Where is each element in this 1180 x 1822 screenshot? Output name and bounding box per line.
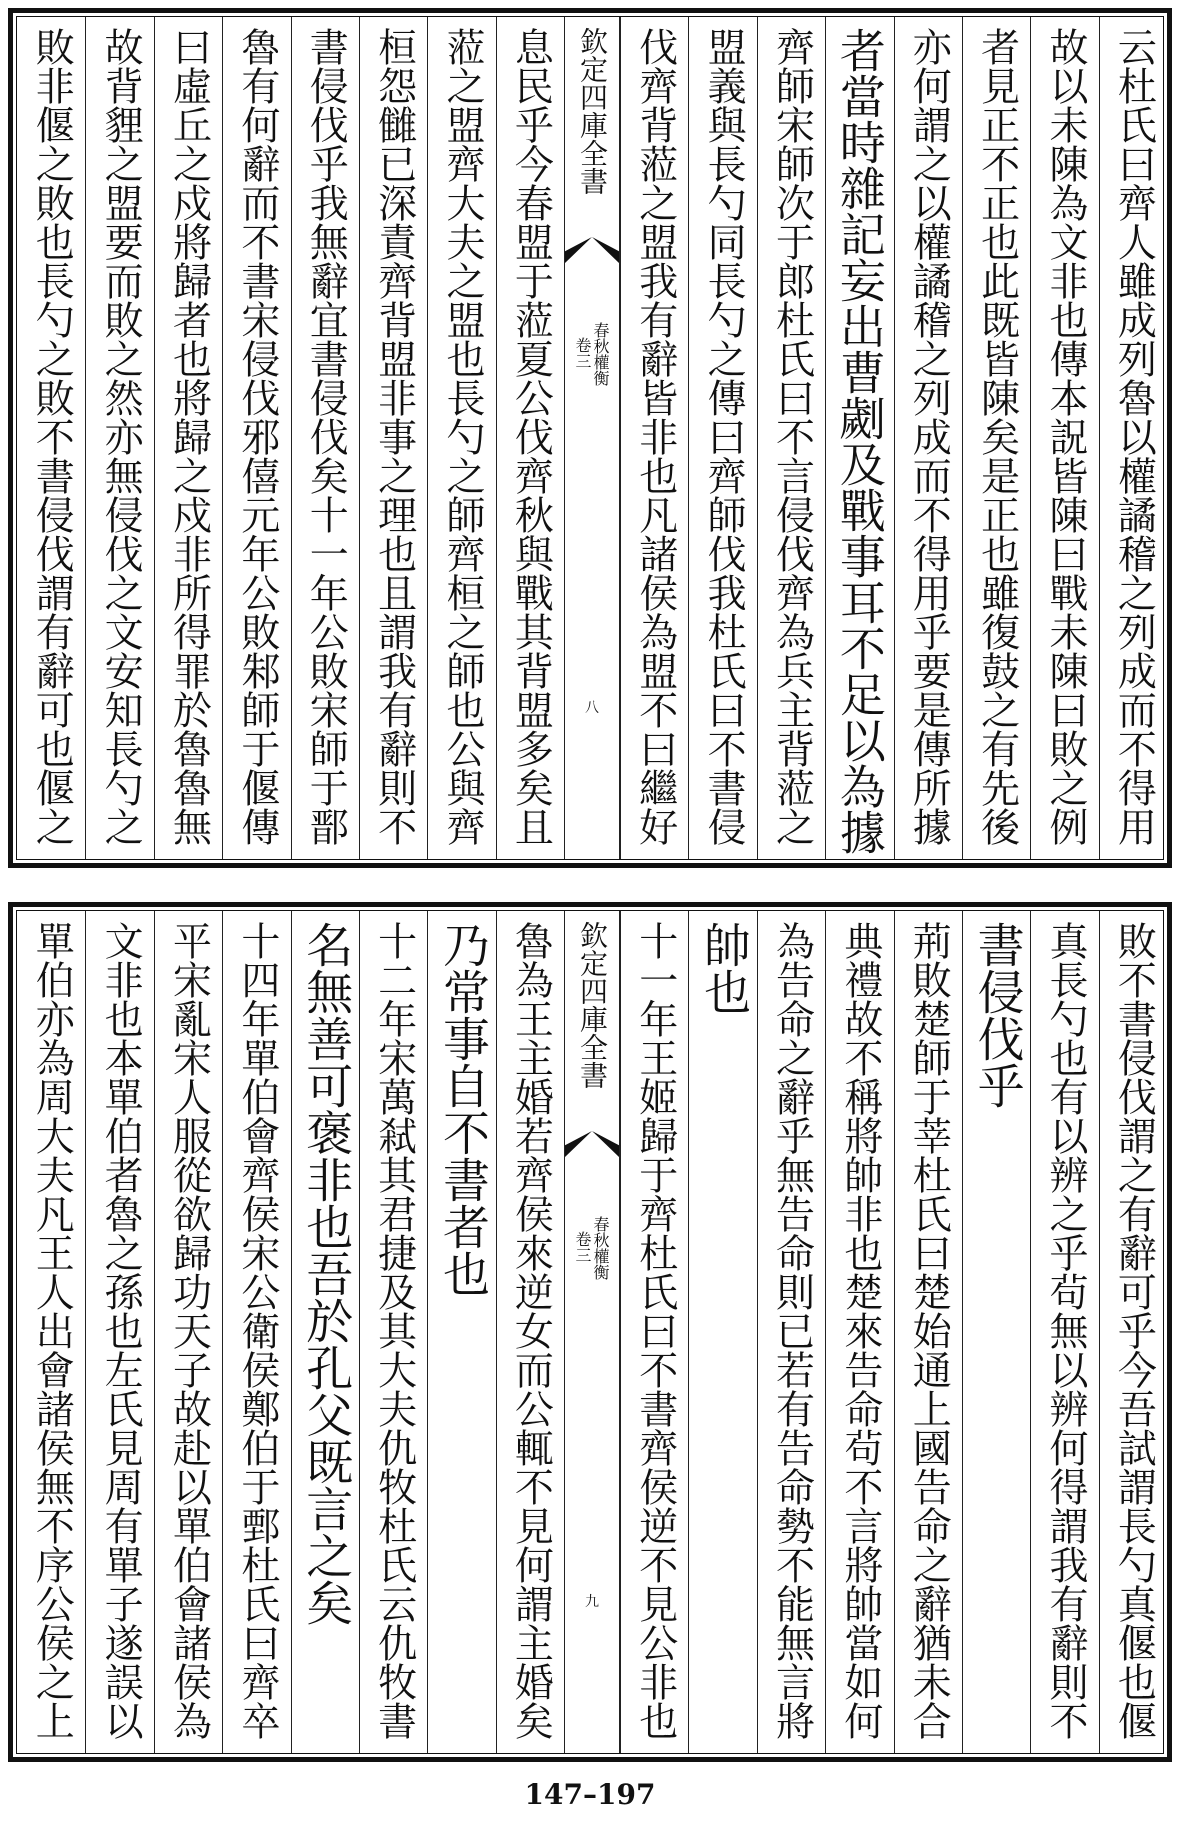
collection-title: 欽定四庫全書 [576, 921, 609, 1089]
column-text: 單伯亦為周大夫凡王人出會諸侯無不序公侯之上 [29, 921, 75, 1740]
text-column [291, 17, 359, 859]
text-column [154, 17, 222, 859]
text-column [85, 911, 153, 1753]
text-column [154, 911, 222, 1753]
column-text: 十二年宋萬弒其君捷及其大夫仇牧杜氏云仇牧書 [371, 921, 417, 1740]
text-column [894, 911, 962, 1753]
text-column [359, 911, 427, 1753]
column-text: 蒞之盟齊大夫之盟也長勺之師齊桓之師也公與齊 [439, 27, 485, 846]
book-name: 春秋權衡 [591, 1216, 610, 1280]
text-column [962, 17, 1030, 859]
volume-label: 卷三 [573, 1231, 592, 1263]
column-text: 為告命之辭乎無告命則已若有告命勢不能無言將 [769, 921, 815, 1740]
fishtail-mark [565, 1131, 619, 1157]
column-text: 者當時雜記妄出曹劌及戰事耳不足以為據 [832, 27, 887, 855]
book-title-column [564, 911, 620, 1753]
top-page [8, 8, 1172, 868]
text-column [496, 911, 564, 1753]
column-text: 書侵伐乎我無辭宜書侵伐矣十一年公敗宋師于鄑 [303, 27, 349, 846]
column-text: 名無善可褒非也吾於孔父既言之矣 [298, 921, 354, 1626]
column-text: 魯有何辭而不書宋侵伐邪僖元年公敗邾師于偃傳 [234, 27, 280, 846]
bottom-page [8, 902, 1172, 1762]
column-text: 亦何謂之以權譎稽之列成而不得用乎要是傳所據 [906, 27, 952, 846]
column-text: 者見正不正也此既皆陳矣是正也雖復鼓之有先後 [974, 27, 1020, 846]
text-column [757, 911, 825, 1753]
leaf-number: 九 [585, 1594, 599, 1610]
text-column [894, 17, 962, 859]
column-text: 云杜氏曰齊人雖成列魯以權譎稽之列成而不得用 [1111, 27, 1157, 846]
column-text: 魯為王主婚若齊侯來逆女而公輒不見何謂主婚矣 [508, 921, 554, 1740]
collection-title: 欽定四庫全書 [576, 27, 609, 195]
column-text: 十一年王姬歸于齊杜氏曰不書齊侯逆不見公非也 [632, 921, 678, 1740]
leaf-number: 八 [585, 700, 599, 716]
column-text: 曰虛丘之戍將歸者也將歸之戍非所得罪於魯魯無 [166, 27, 212, 846]
text-column [757, 17, 825, 859]
text-column [85, 17, 153, 859]
column-text: 桓怨雠已深責齊背盟非事之理也且謂我有辭則不 [371, 27, 417, 846]
column-text: 書侵伐乎 [969, 921, 1025, 1109]
text-column [1099, 17, 1167, 859]
text-column [17, 911, 85, 1753]
column-text: 故背貍之盟要而敗之然亦無侵伐之文安知長勺之 [98, 27, 144, 846]
text-column [620, 911, 688, 1753]
column-text: 敗不書侵伐謂之有辭可乎今吾試謂長勺真偃也偃 [1111, 921, 1157, 1740]
text-column [222, 911, 290, 1753]
top-page-frame [16, 16, 1164, 860]
column-text: 平宋亂宋人服從欲歸功天子故赴以單伯會諸侯為 [166, 921, 212, 1740]
text-column [222, 17, 290, 859]
column-text: 故以未陳為文非也傳本詋皆陳曰戰未陳曰敗之例 [1042, 27, 1088, 846]
text-column [427, 17, 495, 859]
text-column [825, 17, 893, 859]
column-text: 文非也本單伯者魯之孫也左氏見周有單子遂誤以 [98, 921, 144, 1740]
text-column [1099, 911, 1167, 1753]
column-text: 敗非偃之敗也長勺之敗不書侵伐謂有辭可也偃之 [29, 27, 75, 846]
column-text: 帥也 [696, 921, 752, 1015]
text-column [291, 911, 359, 1753]
text-column [620, 17, 688, 859]
text-column [1030, 911, 1098, 1753]
column-text: 真長勺也有以辨之乎茍無以辨何得謂我有辭則不 [1042, 921, 1088, 1740]
text-column [688, 17, 756, 859]
volume-label: 卷三 [573, 337, 592, 369]
book-name: 春秋權衡 [591, 322, 610, 386]
text-column [962, 911, 1030, 1753]
text-column [1030, 17, 1098, 859]
column-text: 齊師宋師次于郎杜氏曰不言侵伐齊為兵主背蒞之 [769, 27, 815, 846]
book-title-column [564, 17, 620, 859]
bottom-page-frame [16, 910, 1164, 1754]
fishtail-mark [565, 237, 619, 263]
page-number-footer: 147–197 [524, 1778, 656, 1811]
column-text: 乃常事自不書者也 [434, 921, 490, 1297]
column-text: 息民乎今春盟于蒞夏公伐齊秋與戰其背盟多矣且 [508, 27, 554, 846]
column-text: 十四年單伯會齊侯宋公衛侯鄭伯于鄄杜氏曰齊卒 [234, 921, 280, 1740]
text-column [825, 911, 893, 1753]
column-text: 典禮故不稱將帥非也楚來告命茍不言將帥當如何 [837, 921, 883, 1740]
text-column [17, 17, 85, 859]
column-text: 荊敗楚師于莘杜氏曰楚始通上國告命之辭猶未合 [906, 921, 952, 1740]
text-column [427, 911, 495, 1753]
column-text: 盟義與長勺同長勺之傳曰齊師伐我杜氏曰不書侵 [701, 27, 747, 846]
column-text: 伐齊背蒞之盟我有辭皆非也凡諸侯為盟不曰繼好 [632, 27, 678, 846]
text-column [359, 17, 427, 859]
text-column [688, 911, 756, 1753]
text-column [496, 17, 564, 859]
